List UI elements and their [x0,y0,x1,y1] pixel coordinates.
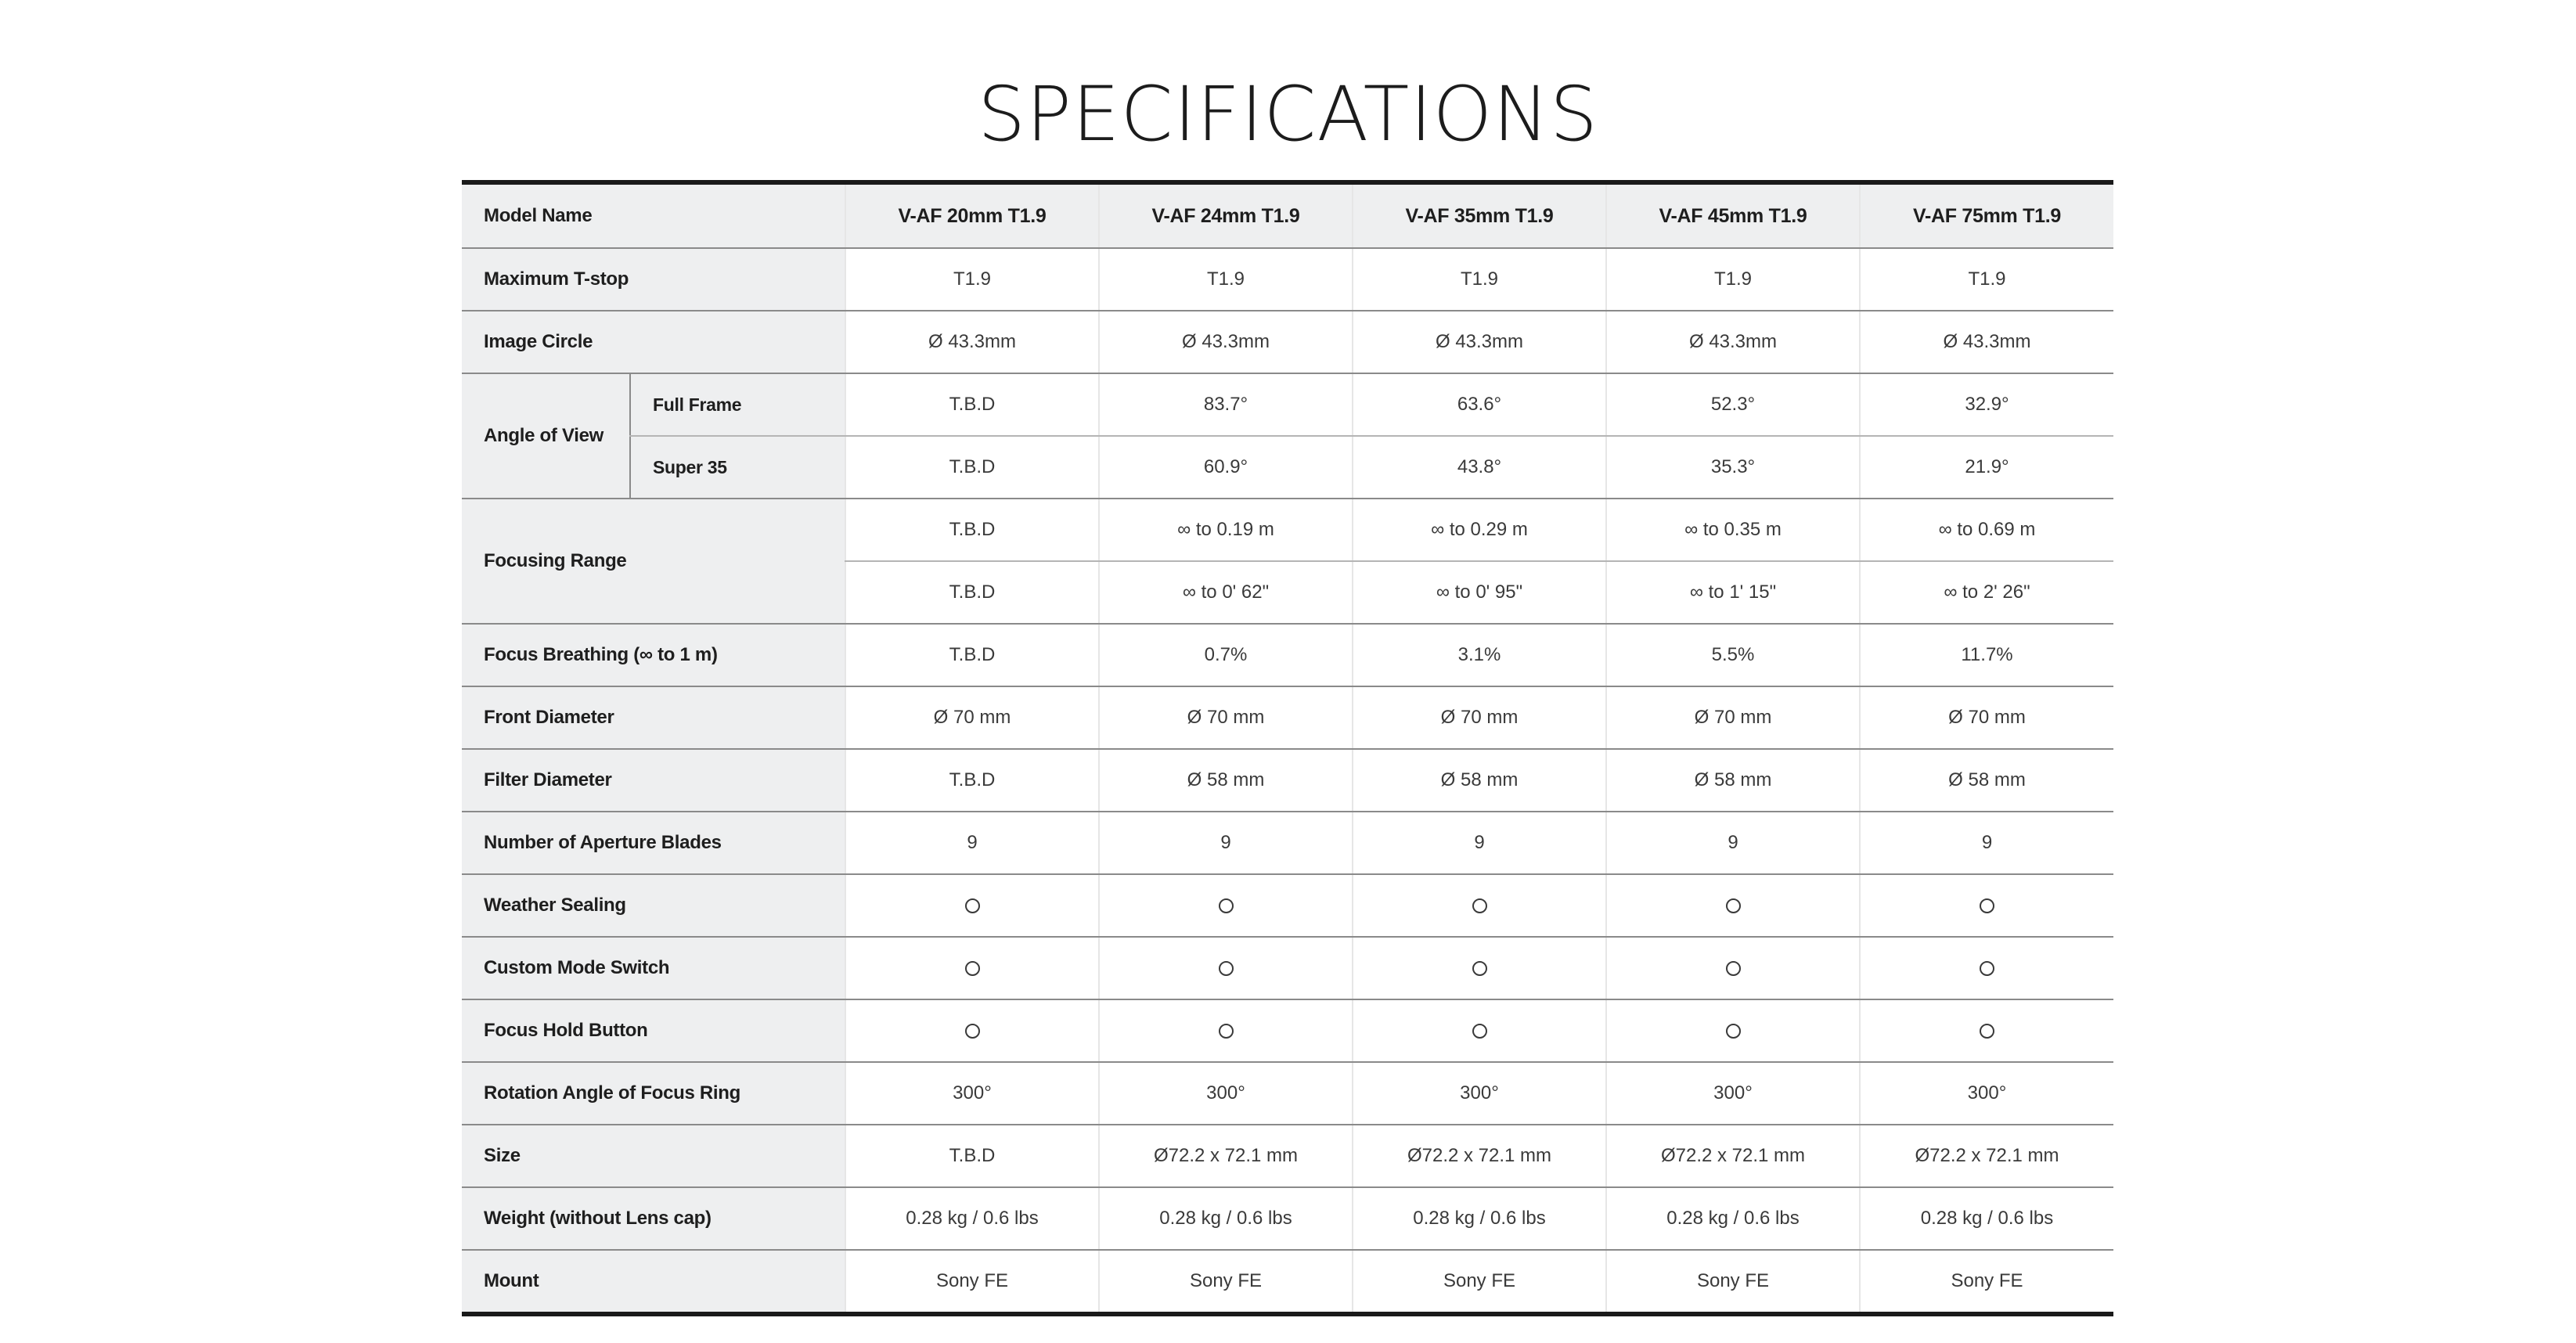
table-cell: T.B.D [845,499,1099,561]
table-cell [1353,937,1606,999]
table-cell: 43.8° [1353,436,1606,499]
model-name-cell: V-AF 20mm T1.9 [845,182,1099,248]
row-label: Rotation Angle of Focus Ring [462,1062,845,1125]
table-cell: Ø72.2 x 72.1 mm [1860,1125,2113,1187]
table-cell: Sony FE [1860,1250,2113,1314]
row-label: Custom Mode Switch [462,937,845,999]
table-cell: 300° [1353,1062,1606,1125]
circle-icon [1472,898,1487,913]
table-cell: Ø 58 mm [1099,749,1353,812]
table-cell: Ø 43.3mm [1353,311,1606,373]
table-cell: 21.9° [1860,436,2113,499]
table-row [462,686,2113,749]
model-name-cell: V-AF 75mm T1.9 [1860,182,2113,248]
table-cell: Ø72.2 x 72.1 mm [1606,1125,1860,1187]
table-cell: T.B.D [845,1125,1099,1187]
row-label: Focus Breathing (∞ to 1 m) [462,624,845,686]
table-cell: Ø 70 mm [1353,686,1606,749]
circle-icon [1219,1024,1234,1039]
table-cell: Ø 58 mm [1606,749,1860,812]
circle-icon [1219,961,1234,976]
table-cell [1099,874,1353,937]
row-label: Size [462,1125,845,1187]
table-cell: Sony FE [845,1250,1099,1314]
table-cell: ∞ to 0.35 m [1606,499,1860,561]
table-cell [1099,999,1353,1062]
row-label: Front Diameter [462,686,845,749]
circle-icon [1980,961,1994,976]
row-label: Focus Hold Button [462,999,845,1062]
table-row [462,1125,2113,1187]
table-cell: Ø 70 mm [845,686,1099,749]
table-cell: T1.9 [845,248,1099,311]
table-row [462,812,2113,874]
table-row [462,624,2113,686]
table-cell: 9 [1606,812,1860,874]
table-cell: 300° [1606,1062,1860,1125]
table-cell [1353,874,1606,937]
table-cell: Ø 70 mm [1860,686,2113,749]
table-cell: 300° [1099,1062,1353,1125]
table-row [462,436,2113,499]
circle-icon [1472,1024,1487,1039]
table-cell: Ø 70 mm [1099,686,1353,749]
table-row [462,999,2113,1062]
table-cell: Sony FE [1099,1250,1353,1314]
table-row [462,874,2113,937]
table-cell [1606,999,1860,1062]
table-cell: 300° [845,1062,1099,1125]
table-cell: 52.3° [1606,373,1860,436]
table-cell: 300° [1860,1062,2113,1125]
table-cell: ∞ to 2' 26" [1860,561,2113,624]
table-cell [845,999,1099,1062]
table-cell: 0.28 kg / 0.6 lbs [1860,1187,2113,1250]
table-cell: 63.6° [1353,373,1606,436]
table-cell [1353,999,1606,1062]
table-cell: 32.9° [1860,373,2113,436]
table-header-row [462,182,2113,248]
table-cell: Ø 43.3mm [845,311,1099,373]
table-row [462,937,2113,999]
table-cell: 0.28 kg / 0.6 lbs [1606,1187,1860,1250]
circle-icon [965,961,980,976]
circle-icon [1726,898,1741,913]
table-cell: Ø 70 mm [1606,686,1860,749]
table-cell: T.B.D [845,561,1099,624]
circle-icon [1980,1024,1994,1039]
table-row [462,248,2113,311]
table-cell: T1.9 [1353,248,1606,311]
table-cell: T1.9 [1860,248,2113,311]
row-label: Focusing Range [462,499,845,624]
table-cell: T.B.D [845,436,1099,499]
model-name-cell: V-AF 35mm T1.9 [1353,182,1606,248]
table-cell: ∞ to 0.19 m [1099,499,1353,561]
model-name-cell: V-AF 45mm T1.9 [1606,182,1860,248]
table-cell: 11.7% [1860,624,2113,686]
circle-icon [965,898,980,913]
table-cell: 0.28 kg / 0.6 lbs [1099,1187,1353,1250]
row-label: Model Name [462,182,845,248]
row-label: Maximum T-stop [462,248,845,311]
table-cell: 9 [1860,812,2113,874]
row-sublabel: Full Frame [630,373,845,436]
table-cell [845,874,1099,937]
row-label: Angle of View [462,373,630,499]
table-cell: Ø72.2 x 72.1 mm [1099,1125,1353,1187]
table-cell: T.B.D [845,749,1099,812]
table-cell: T.B.D [845,373,1099,436]
row-sublabel: Super 35 [630,436,845,499]
table-cell: 9 [845,812,1099,874]
circle-icon [1472,961,1487,976]
table-cell [845,937,1099,999]
table-cell: 5.5% [1606,624,1860,686]
row-label: Weather Sealing [462,874,845,937]
table-cell: 9 [1099,812,1353,874]
circle-icon [1726,1024,1741,1039]
table-cell: ∞ to 0' 95" [1353,561,1606,624]
table-cell: T.B.D [845,624,1099,686]
table-cell: 3.1% [1353,624,1606,686]
table-cell [1606,874,1860,937]
table-cell: Ø72.2 x 72.1 mm [1353,1125,1606,1187]
table-row [462,499,2113,561]
page-title: SPECIFICATIONS [978,70,1598,158]
table-cell: ∞ to 1' 15" [1606,561,1860,624]
row-label: Number of Aperture Blades [462,812,845,874]
table-row [462,373,2113,436]
table-cell [1606,937,1860,999]
circle-icon [965,1024,980,1039]
table-cell: Ø 43.3mm [1606,311,1860,373]
table-cell: 0.28 kg / 0.6 lbs [1353,1187,1606,1250]
table-cell: Sony FE [1606,1250,1860,1314]
row-label: Image Circle [462,311,845,373]
table-cell: 35.3° [1606,436,1860,499]
table-cell: T1.9 [1099,248,1353,311]
table-row [462,1062,2113,1125]
table-cell: Ø 58 mm [1353,749,1606,812]
table-cell [1860,999,2113,1062]
table-cell: ∞ to 0.29 m [1353,499,1606,561]
row-label: Mount [462,1250,845,1314]
specifications-table [462,180,2113,1316]
table-cell [1099,937,1353,999]
table-row [462,311,2113,373]
table-cell [1860,874,2113,937]
table-cell: Ø 43.3mm [1860,311,2113,373]
table-row [462,1187,2113,1250]
table-row [462,1250,2113,1314]
table-cell: ∞ to 0' 62" [1099,561,1353,624]
circle-icon [1726,961,1741,976]
table-cell: 0.7% [1099,624,1353,686]
table-cell: Sony FE [1353,1250,1606,1314]
circle-icon [1219,898,1234,913]
table-cell: 0.28 kg / 0.6 lbs [845,1187,1099,1250]
table-cell: Ø 43.3mm [1099,311,1353,373]
table-cell: 83.7° [1099,373,1353,436]
row-label: Weight (without Lens cap) [462,1187,845,1250]
table-cell: Ø 58 mm [1860,749,2113,812]
table-cell: 60.9° [1099,436,1353,499]
table-cell: T1.9 [1606,248,1860,311]
table-cell [1860,937,2113,999]
table-row [462,749,2113,812]
model-name-cell: V-AF 24mm T1.9 [1099,182,1353,248]
row-label: Filter Diameter [462,749,845,812]
table-cell: 9 [1353,812,1606,874]
circle-icon [1980,898,1994,913]
table-cell: ∞ to 0.69 m [1860,499,2113,561]
